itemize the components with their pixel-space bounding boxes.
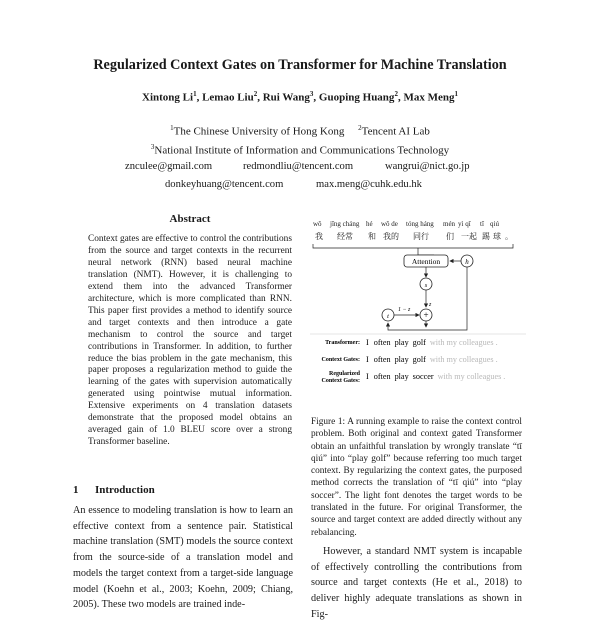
pinyin-token: qiú [490,220,499,228]
affiliation: National Institute of Information and Communications Technology [154,144,450,157]
paper-title: Regularized Context Gates on Transformer for Machine Translation [93,57,507,73]
section-title: Introduction [95,484,155,496]
email: max.meng@cuhk.edu.hk [316,179,422,190]
author-affiliation-mark: 1 [193,90,197,98]
pinyin-token: yì qǐ [458,220,471,228]
row-label: Transformer: [325,340,360,346]
pinyin-token: jīng cháng [330,220,360,228]
section-number: 1 [73,484,79,496]
author-name: Xintong Li [142,91,194,104]
source-token: 一起 [461,232,477,241]
affiliation-mark: 1 [170,124,174,132]
gate-label: 1 − z [398,307,411,313]
row-label: Context Gates: [321,357,360,363]
source-bracket [313,244,513,248]
abstract-heading: Abstract [169,213,211,225]
author-affiliation-mark: 1 [454,90,458,98]
body-text: However, a standard NMT system is incapable of effectively controlling the contributions from source and target contexts (He et al., 2018) to deliver highly adequate translations as shown in Fig- [311,546,522,620]
pinyin-token: mén [443,220,456,228]
row-tokens: I often play soccer with my colleagues . [366,372,506,381]
affiliation: The Chinese University of Hong Kong [173,125,345,138]
email: donkeyhuang@tencent.com [165,179,284,190]
pinyin-token: tī [480,220,484,228]
email: wangrui@nict.go.jp [385,161,470,172]
section-heading [73,484,155,496]
affiliation-line-2 [0,143,600,157]
introduction-text: An essence to modeling translation is how to learn an effective context from a sentence pair. Statistical machine translation (SMT) models the source context from the source-side of a translation model and models the target context from a target-side language model (Koehn et al., 2003; Koehn, 2009; Chiang, 2005). These two models are trained inde- [73,505,293,611]
pinyin-token: wǒ [313,220,322,228]
source-token: 球 [493,232,501,241]
pinyin-token: hé [366,220,373,228]
source-token: 和 [368,232,376,241]
row-tokens: I often play golf with my colleagues . [366,355,498,364]
email: redmondliu@tencent.com [243,161,354,172]
author-name: Guoping Huang [318,91,395,104]
source-token: 我 [315,232,323,241]
author-name: Lemao Liu [202,91,254,104]
affiliation-mark: 2 [358,124,362,132]
author-affiliation-mark: 2 [253,90,258,98]
author-name: Rui Wang [262,91,310,104]
t-node-label: t [387,313,389,320]
row-label: Context Gates: [321,378,360,384]
figure-caption: Figure 1: A running example to raise the context control problem. Both original and context gated Transformer obtain an unfaithful translation by wrongly translate “tī qiú” into “play golf” because referring too much target context. By regularizing the context gates, the purposed method corrects the translation of “tī qiú” into “play soccer”. The light font denotes the target words to be translated in the future. For original Transformer, the source and target context are added directly without any rebalancing. [311,417,522,538]
affiliation: Tencent AI Lab [361,125,430,138]
author-name: Max Meng [403,91,455,104]
source-token: 踢 [482,232,490,241]
author-affiliation-mark: 2 [394,90,398,98]
author-affiliation-mark: 3 [309,90,314,98]
pinyin-token: tóng háng [406,220,434,228]
s-node-label: s [424,282,428,289]
z-label: z [429,302,432,308]
row-tokens: I often play golf with my colleagues . [366,338,498,347]
pinyin-token: wǒ de [381,220,398,228]
affiliation-line-1 [0,124,600,138]
abstract-text: Context gates are effective to control the contributions from the source and target contexts in the recurrent neural network (RNN) based neural machine translation (NMT). However, it is challenging to extend them into the advanced Transformer architecture, which is more complicated than RNN. This paper first provides a method to identify source and target contexts and then introduce a gate mechanism to control the source and target contributions in Transformer. In addition, to further reduce the bias problem in the gate mechanism, this paper proposes a regularization method to guide the learning of the gates with supervision automatically generated using pointwise mutual information. Extensive experiments on 4 translation datasets demonstrate that the proposed model obtains an averaged gain of 1.0 BLEU score over a strong Transformer baseline. [88,234,292,448]
h-node-label: h [465,258,469,266]
sum-symbol: + [423,310,429,320]
attention-label: Attention [411,257,441,266]
source-token: 同行 [413,232,429,241]
source-token: 们 [446,232,454,241]
figure-1 [310,214,526,414]
source-token: 经常 [337,232,353,241]
affiliation-mark: 3 [150,143,155,151]
row-label: Regularized [329,371,360,377]
email: zncul​ee@gmail.com [125,161,213,172]
source-token: 。 [505,232,513,241]
author-list: Xintong Li$^1$, Lemao Liu$^2$, Rui Wang$^3$, Guoping Huang$^2$, Max Meng$^1$ [142,90,458,104]
source-token: 我的 [383,232,399,241]
